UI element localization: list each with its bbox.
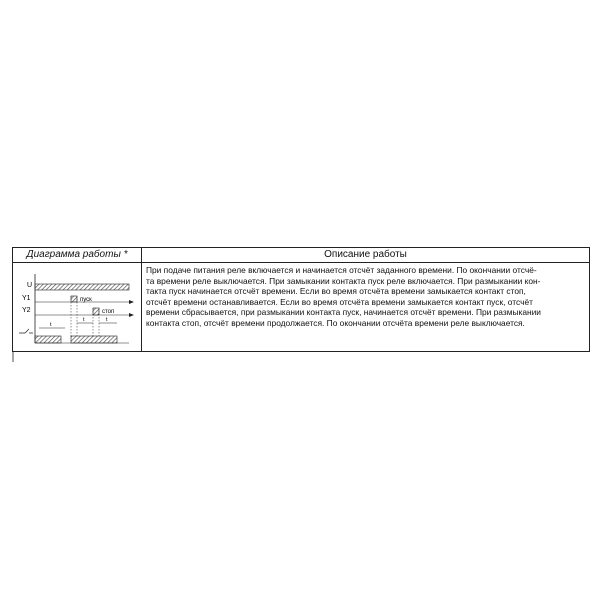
description-line: такта пуск начинается отсчёт времени. Если во время отсчёта времени замыкается контакт стоп, (146, 286, 526, 297)
header-diagram: Диаграмма работы * (13, 248, 142, 262)
column-divider (141, 262, 142, 351)
time-label-1: t (50, 322, 52, 328)
timing-diagram (13, 263, 141, 352)
description-line: контакта стоп, отсчёт времени продолжается. По окончании отсчёта времени реле выключается. (146, 317, 525, 328)
time-label-3: t (106, 317, 108, 323)
page-mark (12, 352, 20, 362)
y2-pulse (93, 308, 99, 315)
description-line: отсчёт времени останавливается. Если во время отсчёта времени замыкается контакт пуск, отсчёт (146, 296, 533, 307)
description-line: При подаче питания реле включается и начинается отсчёт заданного времени. По окончании отсчё- (146, 265, 537, 275)
output-pulse-2 (71, 336, 117, 343)
header-description: Описание работы (324, 249, 407, 260)
table-header (13, 248, 589, 263)
label-y1: Y1 (22, 295, 31, 302)
description-line: времени сбрасывается, при размыкании контакта пуск, начинается отсчёт времени. При размыкании (146, 307, 541, 318)
y1-pulse (71, 296, 77, 302)
y1-arrow (129, 300, 134, 304)
description-line: та времени реле выключается. При замыкании контакта пуск реле включается. При размыкании кон- (146, 275, 541, 286)
u-signal (35, 284, 129, 290)
label-y2: Y2 (22, 307, 31, 314)
output-pulse-1 (35, 336, 61, 343)
y2-arrow (129, 313, 134, 317)
label-start: пуск (80, 297, 92, 303)
contact-symbol-icon (19, 329, 33, 333)
relay-table (12, 247, 590, 352)
time-label-2: t (83, 317, 85, 323)
label-stop: стоп (102, 309, 115, 315)
label-u: U (27, 282, 33, 289)
description-text (146, 265, 586, 329)
